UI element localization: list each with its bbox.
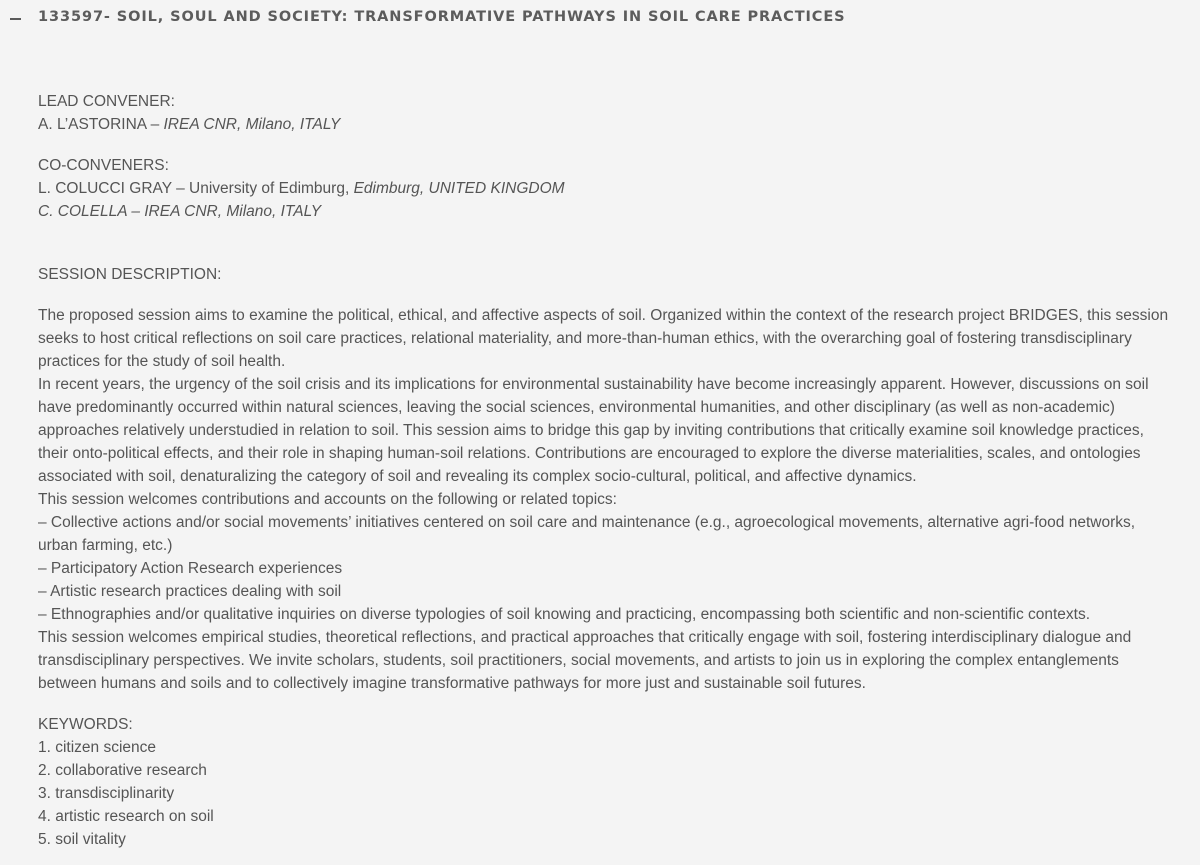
session-description-section (38, 263, 1193, 695)
co-convener-affiliation: C. COLELLA – IREA CNR, Milano, ITALY (38, 203, 322, 220)
keyword-item: 4. artistic research on soil (38, 808, 214, 825)
description-line: This session welcomes contributions and accounts on the following or related topics: (38, 491, 617, 508)
keyword-item: 5. soil vitality (38, 831, 126, 848)
description-line: This session welcomes empirical studies, theoretical reflections, and practical approaches that critically engage with soil, fostering interdisciplinary dialogue and (38, 629, 1132, 646)
session-content (38, 90, 1193, 851)
description-line: The proposed session aims to examine the political, ethical, and affective aspects of soil. Organized within the context of the research project BRIDGES, this session (38, 307, 1169, 324)
lead-convener-affiliation: IREA CNR, Milano, ITALY (163, 116, 341, 133)
description-line: have predominantly occurred within natural sciences, leaving the social sciences, environmental humanities, and other disciplinary (as well as non-academic) (38, 399, 1115, 416)
description-line: associated with soil, denaturalizing the category of soil and revealing its complex socio-cultural, political, and affective dynamics. (38, 468, 917, 485)
co-convener-affiliation: Edimburg, UNITED KINGDOM (353, 180, 565, 197)
lead-convener-label: LEAD CONVENER: (38, 93, 175, 110)
lead-convener-section (38, 90, 1193, 136)
keyword-item: 2. collaborative research (38, 762, 207, 779)
description-line: approaches relatively understudied in relation to soil. This session aims to bridge this gap by inviting contributions that critically examine soil knowledge practices, (38, 422, 1144, 439)
co-convener-entry (38, 177, 1193, 200)
keywords-label: KEYWORDS: (38, 716, 133, 733)
session-title: 133597- SOIL, SOUL AND SOCIETY: TRANSFORMATIVE PATHWAYS IN SOIL CARE PRACTICES (38, 9, 846, 25)
session-accordion-header[interactable] (0, 0, 1200, 40)
co-convener-name: L. COLUCCI GRAY – University of Edimburg, (38, 180, 354, 197)
session-description-label: SESSION DESCRIPTION: (38, 266, 222, 283)
description-line: – Artistic research practices dealing with soil (38, 583, 342, 600)
keyword-item: 1. citizen science (38, 739, 157, 756)
description-line: their onto-political effects, and their role in shaping human-soil relations. Contributions are encouraged to explore the diverse materialities, scales, and ontologies (38, 445, 1141, 462)
minus-icon[interactable] (10, 18, 21, 20)
description-line: urban farming, etc.) (38, 537, 173, 554)
co-conveners-label: CO-CONVENERS: (38, 157, 169, 174)
co-convener-entry (38, 200, 1193, 223)
description-line: seeks to host critical reflections on soil care practices, relational materiality, and more-than-human ethics, with the overarching goal of fostering transdisciplinary (38, 330, 1132, 347)
description-line: – Collective actions and/or social movements’ initiatives centered on soil care and maintenance (e.g., agroecological movements, alternative agri-food networks, (38, 514, 1136, 531)
session-description-text (38, 304, 1193, 695)
co-conveners-section (38, 154, 1193, 223)
description-line: between humans and soils and to collectively imagine transformative pathways for more just and sustainable soil futures. (38, 675, 866, 692)
lead-convener-name: A. L’ASTORINA – (38, 116, 164, 133)
keywords-list (38, 736, 1193, 851)
keywords-section (38, 713, 1193, 851)
description-line: – Participatory Action Research experiences (38, 560, 343, 577)
description-line: transdisciplinary perspectives. We invite scholars, students, soil practitioners, social movements, and artists to join us in exploring the complex entanglements (38, 652, 1119, 669)
description-line: – Ethnographies and/or qualitative inquiries on diverse typologies of soil knowing and practicing, encompassing both scientific and non-scientific contexts. (38, 606, 1091, 623)
description-line: practices for the study of soil health. (38, 353, 286, 370)
keyword-item: 3. transdisciplinarity (38, 785, 175, 802)
lead-convener-entry (38, 113, 1193, 136)
description-line: In recent years, the urgency of the soil crisis and its implications for environmental sustainability have become increasingly apparent. However, discussions on soil (38, 376, 1149, 393)
